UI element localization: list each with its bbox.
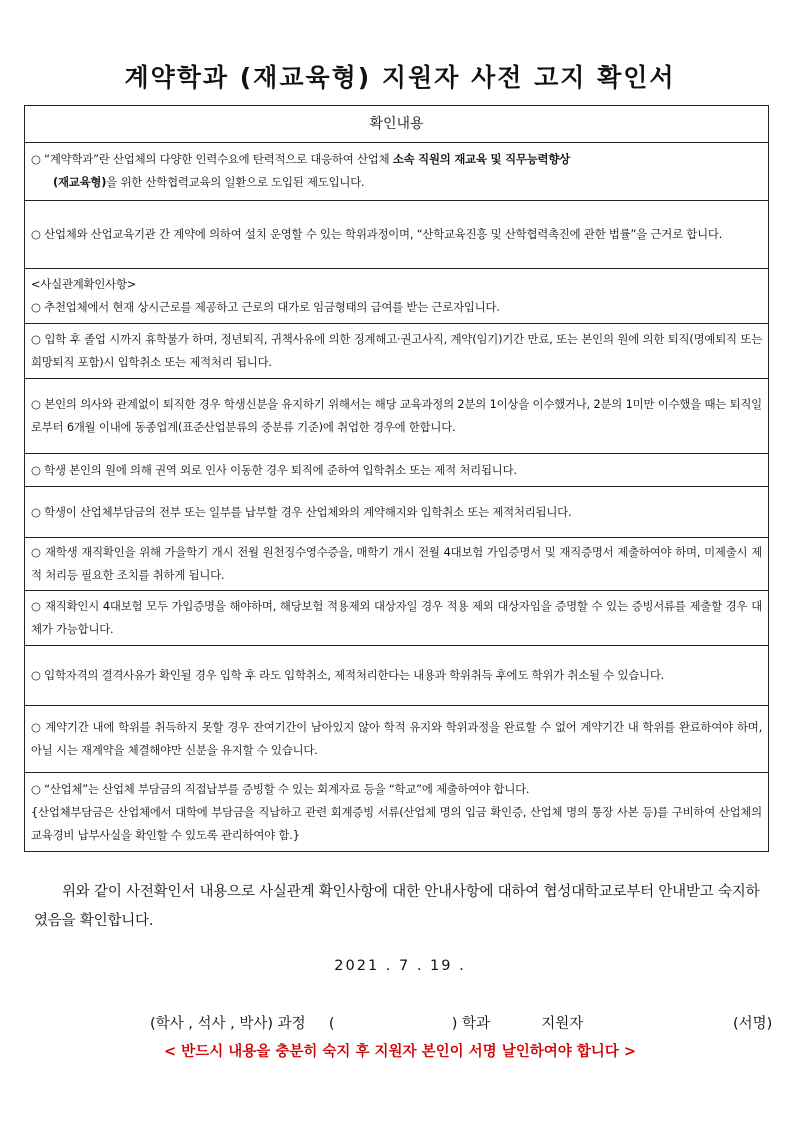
row-text: ○ 학생이 산업체부담금의 전부 또는 일부를 납부할 경우 산업체와의 계약해지와 입학취소 또는 제적처리됩니다. bbox=[31, 504, 572, 519]
table-row bbox=[25, 324, 768, 379]
table-row bbox=[25, 487, 768, 538]
row-text: ○ 입학 후 졸업 시까지 휴학불가 하며, 정년퇴직, 귀책사유에 의한 징계해고·권고사직, 계약(임기)기간 만료, 또는 본인의 원에 의한 퇴직(명예퇴직 또는 희망퇴직 포함)시 입학취소 또는 제적처리 됩니다. bbox=[31, 332, 762, 369]
table-row bbox=[25, 706, 768, 773]
row-text: ○ “산업체”는 산업체 부담금의 직접납부를 증빙할 수 있는 회계자료 등을 “학교”에 제출하여야 합니다. bbox=[31, 781, 530, 796]
row-text: {산업체부담금은 산업체에서 대학에 부담금을 직납하고 관련 회계증빙 서류(산업체 명의 입금 확인증, 산업체 명의 통장 사본 등)를 구비하여 산업체의 교육경비 납부사실을 확인할 수 있도록 관리하여야 함.} bbox=[31, 804, 762, 842]
confirmation-statement bbox=[34, 878, 764, 936]
table-row bbox=[25, 142, 768, 201]
row-heading: <사실관계확인사항> bbox=[31, 277, 137, 291]
confirmation-text: 위와 같이 사전확인서 내용으로 사실관계 확인사항에 대한 안내사항에 대하여 협성대학교로부터 안내받고 숙지하였음을 확인합니다. bbox=[34, 884, 760, 929]
department-label: ) 학과 bbox=[451, 1016, 491, 1032]
table-row bbox=[25, 591, 768, 646]
row-text: ○ 본인의 의사와 관계없이 퇴직한 경우 학생신분을 유지하기 위해서는 해당 교육과정의 2분의 1이상을 이수했거나, 2분의 1미만 이수했을 때는 퇴직일로부터 6개월 이내에 동종업계(표준산업분류의 중분류 기준)에 취업한 경우에 한합니다. bbox=[31, 397, 762, 434]
table-row bbox=[25, 646, 768, 706]
row-text: ○ 추천업체에서 현재 상시근로를 제공하고 근로의 대가로 임금형태의 급여를 받는 근로자입니다. bbox=[31, 300, 500, 314]
table-row bbox=[25, 538, 768, 591]
confirmation-table bbox=[24, 105, 769, 852]
row-text: ○ 입학자격의 결격사유가 확인될 경우 입학 후 라도 입학취소, 제적처리한다는 내용과 학위취득 후에도 학위가 취소될 수 있습니다. bbox=[31, 668, 665, 682]
signature-line bbox=[150, 1012, 583, 1033]
row-text: ○ 재직확인시 4대보험 모두 가입증명을 해야하며, 해당보험 적용제외 대상자일 경우 적용 제외 대상자임을 증명할 수 있는 증빙서류를 제출할 경우 대체가 가능합니다. bbox=[31, 599, 762, 636]
row-text: ○ 계약기간 내에 학위를 취득하지 못할 경우 잔여기간이 남아있지 않아 학적 유지와 학위과정을 완료할 수 없어 계약기간 내 학위를 완료하여야 하며, 아닐 시는 재계약을 체결해야만 신분을 유지할 수 있습니다. bbox=[31, 720, 762, 757]
warning-notice: < 반드시 내용을 충분히 숙지 후 지원자 본인이 서명 날인하여야 합니다 > bbox=[163, 1043, 637, 1060]
row-bold-text: (재교육형) bbox=[53, 175, 107, 189]
table-header: 확인내용 bbox=[25, 106, 768, 143]
table-row bbox=[25, 773, 768, 851]
course-label: (학사 , 석사 , 박사) 과정 bbox=[150, 1016, 306, 1032]
page-title: 계약학과 (재교육형) 지원자 사전 고지 확인서 bbox=[124, 63, 676, 92]
table-row bbox=[25, 454, 768, 487]
signing-date: 2021 . 7 . 19 . bbox=[334, 958, 466, 974]
applicant-label: 지원자 bbox=[541, 1016, 584, 1032]
table-row bbox=[25, 269, 768, 324]
row-bold-text: 소속 직원의 재교육 및 직무능력향상 bbox=[392, 152, 570, 166]
row-text: ○ 학생 본인의 원에 의해 권역 외로 인사 이동한 경우 퇴직에 준하여 입학취소 또는 제적 처리됩니다. bbox=[31, 462, 517, 477]
table-row bbox=[25, 201, 768, 269]
table-row bbox=[25, 379, 768, 454]
row-text: 을 위한 산학협력교육의 일환으로 도입된 제도입니다. bbox=[106, 175, 365, 189]
signature-seal[interactable]: (서명) bbox=[733, 1016, 773, 1032]
row-text: ○ 재학생 재직확인을 위해 가을학기 개시 전월 원천징수영수증을, 매학기 개시 전월 4대보험 가입증명서 및 재직증명서 제출하여야 하며, 미제출시 제적 처리등 필요한 조치를 취하게 됩니다. bbox=[31, 545, 762, 582]
row-text: ○ 산업체와 산업교육기관 간 계약에 의하여 설치 운영할 수 있는 학위과정이며, “산학교육진흥 및 산학협력촉진에 관한 법률”을 근거로 합니다. bbox=[31, 227, 723, 241]
department-paren-open: ( bbox=[328, 1016, 335, 1032]
row-text: ○ “계약학과”란 산업체의 다양한 인력수요에 탄력적으로 대응하여 산업체 bbox=[31, 152, 393, 166]
